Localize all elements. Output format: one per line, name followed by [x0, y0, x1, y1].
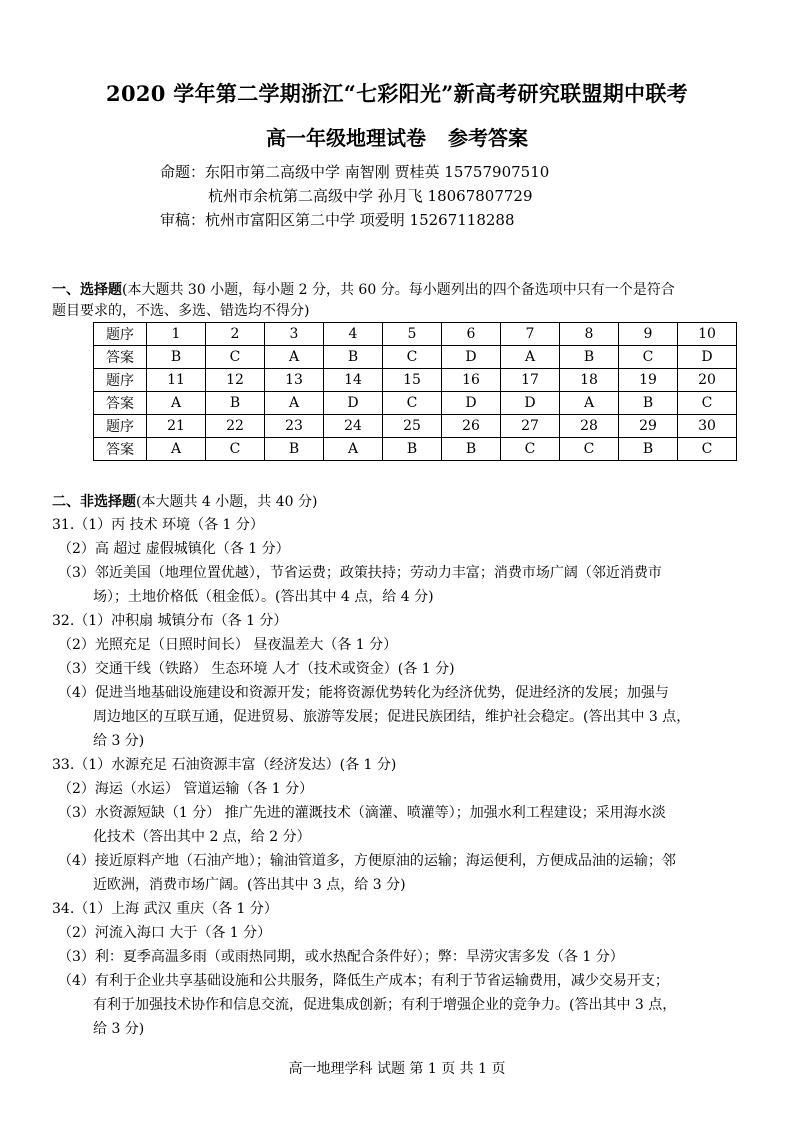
subtitle-answer-key: 参考答案: [448, 126, 528, 150]
answer-cell: D: [442, 392, 501, 415]
q33-3-cont: 化技术（答出其中 2 点，给 2 分）: [93, 829, 311, 845]
question-number-cell: 2: [206, 323, 265, 346]
q34-4: （4）有利于企业共享基础设施和公共服务，降低生产成本；有利于节省运输费用，减少交易开支；: [58, 973, 669, 989]
question-number-cell: 28: [560, 415, 619, 438]
answer-row: [94, 438, 737, 461]
question-number-cell: 23: [265, 415, 324, 438]
question-number-cell: 22: [206, 415, 265, 438]
q31-2: （2）高 超过 虚假城镇化（各 1 分）: [58, 541, 290, 557]
question-number-cell: 18: [560, 369, 619, 392]
answer-cell: B: [383, 438, 442, 461]
question-number-cell: 7: [501, 323, 560, 346]
answer-cell: D: [324, 392, 383, 415]
q33-4: （4）接近原料产地（石油产地）；输油管道多，方便原油的运输；海运便利，方便成品油的运输；邻: [58, 853, 676, 869]
answer-cell: D: [678, 346, 737, 369]
row-label-question: 题序: [94, 323, 147, 346]
question-number-cell: 5: [383, 323, 442, 346]
question-number-row: [94, 323, 737, 346]
q32-3: （3）交通干线（铁路） 生态环境 人才（技术或资金）(各 1 分): [58, 661, 455, 677]
q32-4-cont: 周边地区的互联互通，促进贸易、旅游等发展；促进民族团结，维护社会稳定。(答出其中 3 点，: [93, 709, 691, 725]
q33-3: （3）水资源短缺（1 分） 推广先进的灌溉技术（滴灌、喷灌等）；加强水利工程建设；采用海水淡: [58, 805, 666, 821]
section2-intro: [52, 492, 752, 513]
subtitle-grade: 高一年级地理试卷: [266, 126, 426, 150]
row-label-answer: 答案: [94, 346, 147, 369]
question-number-cell: 17: [501, 369, 560, 392]
question-number-cell: 30: [678, 415, 737, 438]
answer-cell: B: [265, 438, 324, 461]
answer-cell: A: [265, 346, 324, 369]
reviewer-line: 审稿：杭州市富阳区第二中学 项爱明 15267118288: [160, 211, 515, 229]
answer-cell: A: [265, 392, 324, 415]
section1-desc-2: 题目要求的，不选、多选、错选均不得分): [52, 303, 310, 319]
answer-cell: C: [501, 438, 560, 461]
author-line-2: 杭州市余杭第二高级中学 孙月飞 18067807729: [208, 187, 533, 205]
exam-subtitle: [0, 122, 794, 151]
answer-cell: B: [147, 346, 206, 369]
answer-row: [94, 346, 737, 369]
exam-title: 2020 学年第二学期浙江“七彩阳光”新高考研究联盟期中联考: [106, 81, 688, 106]
question-number-row: [94, 415, 737, 438]
q32-4: （4）促进当地基础设施建设和资源开发；能将资源优势转化为经济优势，促进经济的发展；加强与: [58, 685, 669, 701]
section1-heading: 一、选择题: [52, 282, 122, 298]
section1-intro: [52, 280, 752, 301]
row-label-answer: 答案: [94, 438, 147, 461]
answer-cell: C: [206, 346, 265, 369]
row-label-question: 题序: [94, 415, 147, 438]
answer-cell: B: [206, 392, 265, 415]
q31-3-cont: 场）；土地价格低（租金低）。(答出其中 4 点，给 4 分): [93, 589, 434, 605]
question-number-cell: 12: [206, 369, 265, 392]
answer-cell: B: [560, 346, 619, 369]
question-number-cell: 6: [442, 323, 501, 346]
section2-heading: 二、非选择题: [52, 494, 136, 510]
q34-4-cont2: 给 3 分): [93, 1021, 145, 1037]
answer-cell: B: [619, 392, 678, 415]
answer-cell: A: [324, 438, 383, 461]
page-footer: 高一地理学科 试题 第 1 页 共 1 页: [288, 1061, 506, 1077]
q33-1: 33.（1）水源充足 石油资源丰富（经济发达）(各 1 分): [52, 757, 397, 773]
answer-cell: D: [442, 346, 501, 369]
answer-cell: C: [560, 438, 619, 461]
q34-2: （2）河流入海口 大于（各 1 分）: [58, 925, 272, 941]
question-number-cell: 26: [442, 415, 501, 438]
answer-cell: C: [206, 438, 265, 461]
question-number-cell: 20: [678, 369, 737, 392]
answer-cell: C: [383, 346, 442, 369]
answer-cell: A: [560, 392, 619, 415]
question-number-cell: 10: [678, 323, 737, 346]
answer-cell: B: [619, 438, 678, 461]
q33-4-cont: 近欧洲，消费市场广阔。(答出其中 3 点，给 3 分): [93, 877, 406, 893]
question-number-cell: 4: [324, 323, 383, 346]
q34-4-cont: 有利于加强技术协作和信息交流，促进集成创新；有利于增强企业的竞争力。(答出其中 3 点，: [93, 997, 677, 1013]
q32-4-cont2: 给 3 分): [93, 733, 145, 749]
question-number-cell: 16: [442, 369, 501, 392]
question-number-cell: 24: [324, 415, 383, 438]
answer-cell: C: [678, 438, 737, 461]
question-number-row: [94, 369, 737, 392]
question-number-cell: 13: [265, 369, 324, 392]
question-number-cell: 9: [619, 323, 678, 346]
section2-desc: (本大题共 4 小题，共 40 分): [136, 494, 318, 510]
q33-2: （2）海运（水运） 管道运输（各 1 分）: [58, 781, 314, 797]
question-number-cell: 1: [147, 323, 206, 346]
answer-cell: A: [501, 346, 560, 369]
question-number-cell: 21: [147, 415, 206, 438]
question-number-cell: 3: [265, 323, 324, 346]
section1-desc-1: (本大题共 30 小题，每小题 2 分，共 60 分。每小题列出的四个备选项中只有一个是符合: [122, 282, 675, 298]
q34-3: （3）利：夏季高温多雨（或雨热同期，或水热配合条件好）；弊：旱涝灾害多发（各 1 分）: [58, 949, 624, 965]
answer-table: [93, 322, 737, 461]
answer-cell: C: [678, 392, 737, 415]
answer-cell: C: [619, 346, 678, 369]
answer-cell: B: [442, 438, 501, 461]
question-number-cell: 25: [383, 415, 442, 438]
q32-2: （2）光照充足（日照时间长） 昼夜温差大（各 1 分）: [58, 637, 398, 653]
question-number-cell: 19: [619, 369, 678, 392]
q32-1: 32.（1）冲积扇 城镇分布（各 1 分）: [52, 613, 288, 629]
row-label-question: 题序: [94, 369, 147, 392]
question-number-cell: 15: [383, 369, 442, 392]
q31-3: （3）邻近美国（地理位置优越），节省运费；政策扶持；劳动力丰富；消费市场广阔（邻近消费市: [58, 565, 662, 581]
q31-1: 31.（1）丙 技术 环境（各 1 分）: [52, 517, 264, 533]
answer-cell: B: [324, 346, 383, 369]
question-number-cell: 27: [501, 415, 560, 438]
answer-row: [94, 392, 737, 415]
answer-cell: D: [501, 392, 560, 415]
question-number-cell: 11: [147, 369, 206, 392]
question-number-cell: 14: [324, 369, 383, 392]
answer-cell: A: [147, 438, 206, 461]
answer-cell: C: [383, 392, 442, 415]
q34-1: 34.（1）上海 武汉 重庆（各 1 分）: [52, 901, 278, 917]
author-line-1: 命题：东阳市第二高级中学 南智刚 贾桂英 15757907510: [160, 163, 550, 181]
question-number-cell: 29: [619, 415, 678, 438]
question-number-cell: 8: [560, 323, 619, 346]
row-label-answer: 答案: [94, 392, 147, 415]
answer-cell: A: [147, 392, 206, 415]
